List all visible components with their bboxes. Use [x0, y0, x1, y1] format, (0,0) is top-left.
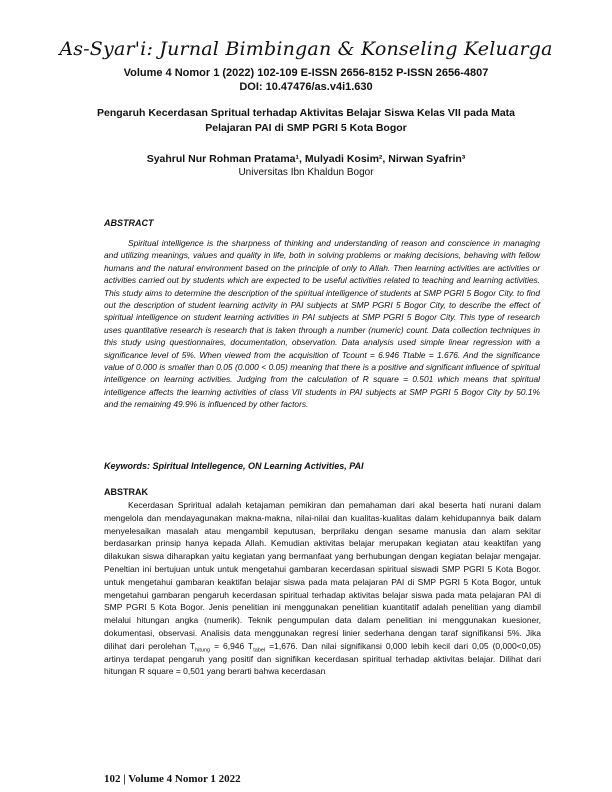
abstrak-text-part-3: =1,676. Dan nilai signifikansi 0,000 lebih kecil dari 0,05 (0,000<0,05) artinya terdapat pengaruh yang positif dan signifikan kecerdasan spiritual terhadap aktivitas belajar. Dilihat dari hitungan R square = 0,501 yang berarti bahwa kecerdasan	[104, 640, 542, 677]
article-title	[70, 106, 542, 136]
abstrak-body	[104, 499, 541, 678]
abstract-body: Spiritual intelligence is the sharpness of thinking and understanding of reason and conscience in managing and utilizing meanings, values and quality in life, both in solving problems or making decisions, behaving with fellow humans and the natural environment based on the principle of only to Allah. Then learning activities are activities or activities carried out by students which are expected to be useful activities related to teaching and learning activities. This study aims to determine the description of the spiritual intelligence of students at SMP PGRI 5 Bogor City. to find out the description of student learning activity in PAI subjects at SMP PGRI 5 Bogor City, to describe the effect of spiritual intelligence on student learning activities in PAI subjects at SMP PGRI 5 Bogor City. This type of research uses quantitative research is research that is taken through a number (numeric) count. Data collection techniques in this study using questionnaires, documentation, observation. Data analysis used simple linear regression with a significance level of 5%. When viewed from the acquisition of Tcount = 6.946 Ttable = 1.676. And the significance value of 0.000 is smaller than 0.05 (0.000 < 0.05) meaning that there is a positive and significant influence of spiritual intelligence on learning activities. Judging from the calculation of R square = 0.501 which means that spiritual intelligence affects the learning activities of class VII students in PAI subjects at SMP PGRI 5 Bogor City by 50.1% and the remaining 49.9% is influenced by other factors.	[104, 238, 540, 410]
t-tabel-subscript: tabel	[253, 647, 266, 654]
abstrak-text-part-1: Kecerdasan Spriritual adalah ketajaman pemikiran dan pemahaman dari akal beserta hati nurani dalam mengelola dan mendayagunakan makna-makna, nilai-nilai dan kualitas-kualitas dalam kehidupannya baik dalam menyelesaikan masalah atau mengambil keputusan, berprilaku dengan sesame manusia dan alam sekitar berdasarkan prinsip hanya kepada Allah. Kemudian aktivitas belajar merupakan kegiatan atau keaktifan yang dilakukan siswa diharapkan yaitu kegiatan yang bermanfaat yang berhubungan dengan kegiatan belajar mengajar. Peneltian ini bertujuan untuk untuk mengetahui gambaran kecerdasan spiritual siswadi SMP PGRI 5 Kota Bogor. untuk mengetahui gambaran keaktifan belajar siswa pada mata pelajaran PAI di SMP PGRI 5 Kota Bogor, untuk mengetahui gambaran pengaruh kecerdasan spiritual terhadap aktivitas belajar siswa pada mata pelajaran PAI di SMP PGRI 5 Kota Bogor. Jenis penelitian ini menggunakan penelitian kuantitatif adalah penelitian yang diambil melalui hitungan angka (numerik). Teknik pengumpulan data dalam penelitian ini menggunakan kuesioner, dokumentasi, observasi. Analisis data menggunakan regresi linier sederhana dengan taraf signifikansi 5%. Jika dilihat dari perolehan T	[104, 500, 541, 651]
page-footer: 102 | Volume 4 Nomor 1 2022	[104, 773, 241, 785]
abstrak-heading: ABSTRAK	[104, 487, 148, 497]
authors: Syahrul Nur Rohman Pratama¹, Mulyadi Kosim², Nirwan Syafrin³	[146, 153, 466, 165]
volume-issn-line: Volume 4 Nomor 1 (2022) 102-109 E-ISSN 2656-8152 P-ISSN 2656-4807	[123, 67, 489, 79]
keywords: Keywords: Spiritual Intellegence, ON Learning Activities, PAI	[104, 461, 364, 471]
abstrak-text-part-2: = 6,946 T	[210, 640, 254, 651]
article-title-line-2: Pelajaran PAI di SMP PGRI 5 Kota Bogor	[205, 122, 407, 134]
journal-title: As-Syar'i: Jurnal Bimbingan & Konseling Keluarga	[59, 38, 553, 60]
doi-line[interactable]: DOI: 10.47476/as.v4i1.630	[239, 81, 373, 93]
t-hitung-subscript: hitung	[195, 647, 211, 654]
article-title-line-1: Pengaruh Kecerdasan Spritual terhadap Aktivitas Belajar Siswa Kelas VII pada Mata	[96, 107, 516, 119]
affiliation: Universitas Ibn Khaldun Bogor	[238, 167, 374, 178]
abstract-heading: ABSTRACT	[104, 218, 154, 228]
